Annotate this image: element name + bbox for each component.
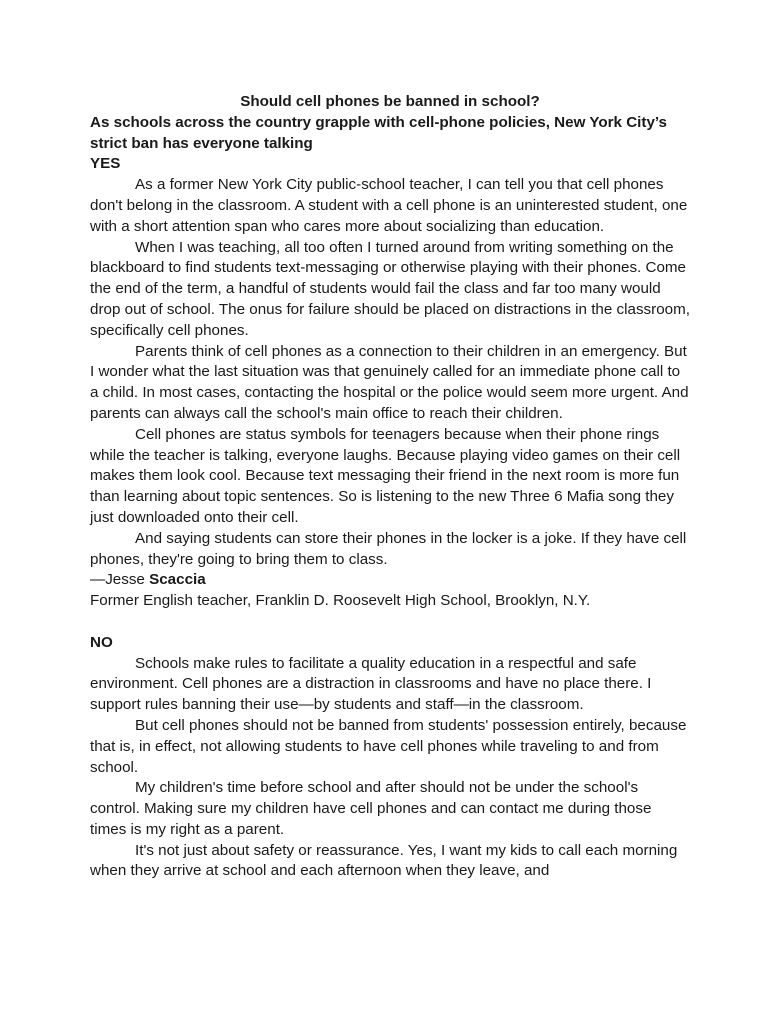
yes-paragraph: Parents think of cell phones as a connection to their children in an emergency. But I wonder what the last situation was that genuinely called for an immediate phone call to a child. In most cases, contacting the hospital or the police would seem more urgent. And parents can always call the school's main office to reach their children.	[90, 342, 689, 422]
document-page	[90, 92, 690, 882]
no-paragraph: But cell phones should not be banned from students' possession entirely, because that is, in effect, not allowing students to have cell phones while traveling to and from school.	[90, 716, 687, 776]
section-spacer	[90, 612, 690, 633]
document-title: Should cell phones be banned in school?	[240, 93, 540, 110]
yes-paragraph: As a former New York City public-school teacher, I can tell you that cell phones don't belong in the classroom. A student with a cell phone is an uninterested student, one with a short attention span who cares more about socializing than education.	[90, 176, 688, 235]
author-surname: Scaccia	[149, 571, 206, 589]
no-paragraph: It's not just about safety or reassurance. Yes, I want my kids to call each morning when they arrive at school and each afternoon when they leave, and	[90, 841, 678, 880]
yes-paragraph: Cell phones are status symbols for teenagers because when their phone rings while the teacher is talking, everyone laughs. Because playing video games on their cell makes them look cool. Because text messaging their friend in the next room is more fun than learning about topic sentences. So is listening to the new Three 6 Mafia song they just downloaded onto their cell.	[90, 425, 681, 526]
author-title: Former English teacher, Franklin D. Roosevelt High School, Brooklyn, N.Y.	[90, 592, 591, 610]
author-prefix: —Jesse	[90, 571, 150, 589]
author-line	[90, 570, 690, 591]
document-subtitle: As schools across the country grapple with cell-phone policies, New York City’s strict ban has everyone talking	[90, 113, 667, 152]
yes-paragraph: When I was teaching, all too often I turned around from writing something on the blackboard to find students text-messaging or otherwise playing with their phones. Come the end of the term, a handful of students would fail the class and far too many would drop out of school. The onus for failure should be placed on distractions in the classroom, specifically cell phones.	[90, 238, 690, 339]
no-heading: NO	[90, 633, 113, 651]
yes-paragraph: And saying students can store their phones in the locker is a joke. If they have cell phones, they're going to bring them to class.	[90, 529, 687, 568]
no-paragraph: My children's time before school and after should not be under the school's control. Making sure my children have cell phones and can contact me during those times is my right as a parent.	[90, 779, 652, 838]
no-paragraph: Schools make rules to facilitate a quality education in a respectful and safe environment. Cell phones are a distraction in classrooms and have no place there. I support rules banning their use—by students and staff—in the classroom.	[90, 654, 652, 714]
yes-heading: YES	[90, 155, 121, 173]
